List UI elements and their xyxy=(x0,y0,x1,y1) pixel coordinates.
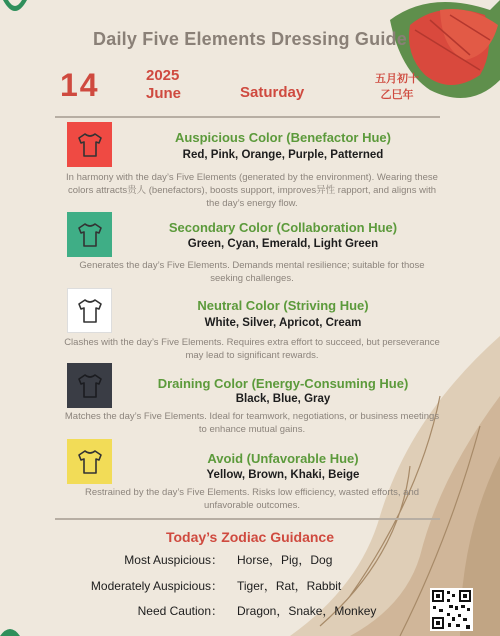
brand-logo-icon xyxy=(0,0,30,18)
lunar-date xyxy=(362,71,432,103)
avoid-color-swatch xyxy=(67,439,112,484)
zodiac-label-need-caution: Need Caution： xyxy=(137,604,223,618)
neutral-color-list: White, Silver, Apricot, Cream xyxy=(204,317,362,329)
secondary-color-description: Generates the day’s Five Elements. Demands mental resilience; suitable for those seeking challenges. xyxy=(79,260,425,284)
zodiac-label-moderately-auspicious: Moderately Auspicious： xyxy=(90,579,223,593)
tshirt-icon xyxy=(75,371,105,401)
lunar-date-line1: 五月初十 xyxy=(375,73,419,85)
lunar-date-line2: 乙巳年 xyxy=(380,89,414,101)
auspicious-color-swatch xyxy=(67,122,112,167)
date-weekday: Saturday xyxy=(240,84,305,101)
neutral-color-description: Clashes with the day’s Five Elements. Requires extra effort to succeed, but perseverance may lead to significant rewards. xyxy=(64,337,440,361)
brand-mark-icon xyxy=(0,626,20,636)
avoid-color-list: Yellow, Brown, Khaki, Beige xyxy=(206,469,360,481)
zodiac-label-most-auspicious: Most Auspicious： xyxy=(124,553,223,567)
secondary-color-swatch xyxy=(67,212,112,257)
qr-code-icon[interactable] xyxy=(430,588,473,631)
tshirt-icon xyxy=(75,130,105,160)
tshirt-icon xyxy=(75,220,105,250)
draining-color-title: Draining Color (Energy-Consuming Hue) xyxy=(157,376,409,391)
tshirt-icon xyxy=(75,447,105,477)
zodiac-divider xyxy=(55,518,440,520)
secondary-color-title: Secondary Color (Collaboration Hue) xyxy=(168,220,398,235)
auspicious-color-description: In harmony with the day’s Five Elements (generated by the environment). Wearing these colors attracts贵人 (benefactors), boosts support, improves异性 rapport, and aligns with the day’s energy flow. xyxy=(66,172,438,209)
draining-color-description: Matches the day’s Five Elements. Ideal for teamwork, negotiations, or business meetings to enhance mutual gains. xyxy=(64,411,440,435)
auspicious-color-title: Auspicious Color (Benefactor Hue) xyxy=(175,130,391,145)
tshirt-icon xyxy=(75,296,105,326)
date-year: 2025 xyxy=(146,67,180,84)
date-month: June xyxy=(146,85,182,102)
zodiac-value-moderately-auspicious: Tiger，Rat，Rabbit xyxy=(237,579,342,593)
avoid-color-title: Avoid (Unfavorable Hue) xyxy=(207,451,359,466)
auspicious-color-list: Red, Pink, Orange, Purple, Patterned xyxy=(182,149,384,161)
date-day: 14 xyxy=(60,67,100,103)
zodiac-title: Today’s Zodiac Guidance xyxy=(165,529,335,545)
zodiac-value-most-auspicious: Horse，Pig，Dog xyxy=(237,553,333,567)
draining-color-list: Black, Blue, Gray xyxy=(235,393,331,405)
page-title: Daily Five Elements Dressing Guide xyxy=(93,29,407,49)
header-divider xyxy=(55,116,440,118)
avoid-color-description: Restrained by the day’s Five Elements. Risks low efficiency, wasted efforts, and unfavorable outcomes. xyxy=(84,487,420,511)
neutral-color-title: Neutral Color (Striving Hue) xyxy=(197,298,369,313)
secondary-color-list: Green, Cyan, Emerald, Light Green xyxy=(187,238,379,250)
neutral-color-swatch xyxy=(67,288,112,333)
draining-color-swatch xyxy=(67,363,112,408)
zodiac-value-need-caution: Dragon，Snake，Monkey xyxy=(237,604,377,618)
